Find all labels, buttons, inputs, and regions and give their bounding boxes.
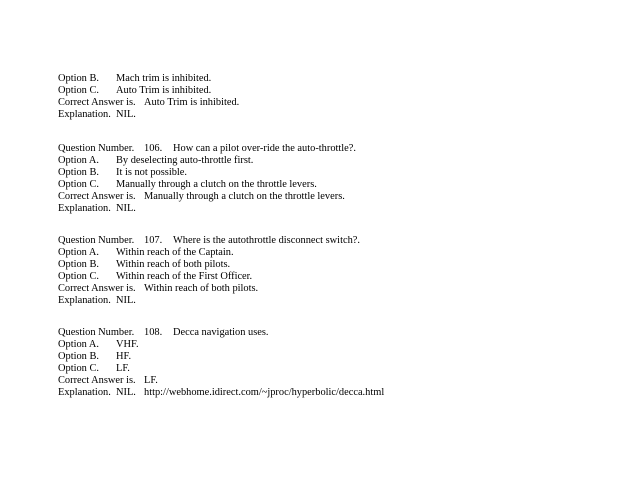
correct-answer-text: Manually through a clutch on the throttle levers. — [144, 191, 345, 202]
explanation-label: Explanation. — [58, 203, 111, 214]
option-text: Within reach of the First Officer. — [116, 271, 253, 282]
explanation-text: NIL. — [116, 295, 136, 306]
question-number: 106. — [144, 143, 163, 154]
explanation-label: Explanation. — [58, 109, 111, 120]
question-text: Decca navigation uses. — [173, 327, 269, 338]
question-text: Where is the autothrottle disconnect switch?. — [173, 235, 360, 246]
question-label: Question Number. — [58, 327, 135, 338]
option-label: Option B. — [58, 351, 99, 362]
option-text: HF. — [116, 351, 132, 362]
explanation-text: NIL. — [116, 387, 136, 398]
option-label: Option C. — [58, 85, 99, 96]
option-text: It is not possible. — [116, 167, 188, 178]
explanation-label: Explanation. — [58, 295, 111, 306]
question-label: Question Number. — [58, 235, 135, 246]
question-label: Question Number. — [58, 143, 135, 154]
explanation-url: http://webhome.idirect.com/~jproc/hyperbolic/decca.html — [144, 387, 385, 398]
option-label: Option C. — [58, 363, 99, 374]
explanation-text: NIL. — [116, 109, 136, 120]
correct-answer-text: Auto Trim is inhibited. — [144, 97, 240, 108]
option-text: Within reach of the Captain. — [116, 247, 234, 258]
correct-answer-text: LF. — [144, 375, 158, 386]
correct-answer-label: Correct Answer is. — [58, 191, 136, 202]
explanation-label: Explanation. — [58, 387, 111, 398]
correct-answer-label: Correct Answer is. — [58, 375, 136, 386]
option-text: Auto Trim is inhibited. — [116, 85, 212, 96]
option-label: Option C. — [58, 271, 99, 282]
option-label: Option B. — [58, 73, 99, 84]
option-text: Within reach of both pilots. — [116, 259, 231, 270]
option-text: LF. — [116, 363, 130, 374]
option-text: Mach trim is inhibited. — [116, 73, 212, 84]
correct-answer-label: Correct Answer is. — [58, 97, 136, 108]
option-label: Option A. — [58, 339, 99, 350]
option-label: Option B. — [58, 167, 99, 178]
question-number: 108. — [144, 327, 163, 338]
question-text: How can a pilot over-ride the auto-throttle?. — [173, 143, 357, 154]
explanation-text: NIL. — [116, 203, 136, 214]
option-label: Option B. — [58, 259, 99, 270]
option-label: Option A. — [58, 155, 99, 166]
option-label: Option A. — [58, 247, 99, 258]
option-text: VHF. — [116, 339, 139, 350]
correct-answer-label: Correct Answer is. — [58, 283, 136, 294]
option-text: By deselecting auto-throttle first. — [116, 155, 254, 166]
option-label: Option C. — [58, 179, 99, 190]
question-number: 107. — [144, 235, 163, 246]
correct-answer-text: Within reach of both pilots. — [144, 283, 259, 294]
option-text: Manually through a clutch on the throttle levers. — [116, 179, 317, 190]
